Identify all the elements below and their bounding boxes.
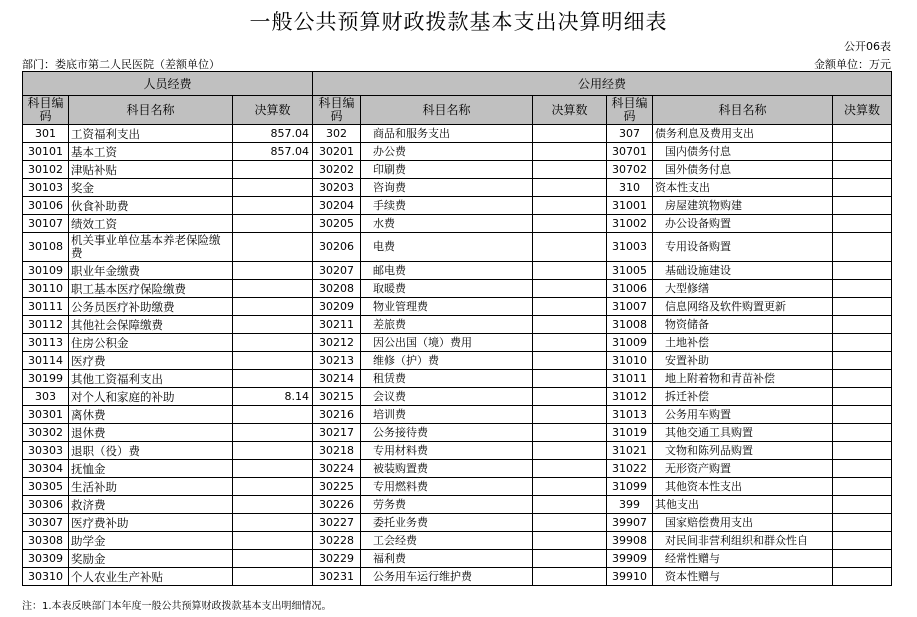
amount-cell bbox=[233, 179, 313, 197]
amount-cell bbox=[533, 370, 607, 388]
col-code-header: 科目编码 bbox=[313, 96, 361, 125]
name-cell: 物资储备 bbox=[653, 316, 833, 334]
name-cell: 住房公积金 bbox=[69, 334, 233, 352]
amount-cell bbox=[233, 197, 313, 215]
code-cell: 30106 bbox=[23, 197, 69, 215]
code-cell: 30301 bbox=[23, 406, 69, 424]
code-cell: 30225 bbox=[313, 478, 361, 496]
amount-cell bbox=[833, 280, 892, 298]
name-cell: 会议费 bbox=[361, 388, 533, 406]
code-cell: 30107 bbox=[23, 215, 69, 233]
code-cell: 30228 bbox=[313, 532, 361, 550]
name-cell: 物业管理费 bbox=[361, 298, 533, 316]
amount-cell bbox=[833, 262, 892, 280]
name-cell: 其他支出 bbox=[653, 496, 833, 514]
name-cell: 奖金 bbox=[69, 179, 233, 197]
code-cell: 30213 bbox=[313, 352, 361, 370]
table-row bbox=[23, 233, 892, 262]
code-cell: 30303 bbox=[23, 442, 69, 460]
name-cell: 国外债务付息 bbox=[653, 161, 833, 179]
name-cell: 大型修缮 bbox=[653, 280, 833, 298]
amount-cell bbox=[533, 298, 607, 316]
col-amount-header: 决算数 bbox=[533, 96, 607, 125]
amount-cell bbox=[833, 424, 892, 442]
amount-cell bbox=[533, 143, 607, 161]
amount-cell bbox=[233, 370, 313, 388]
amount-cell bbox=[233, 215, 313, 233]
name-cell: 国内债务付息 bbox=[653, 143, 833, 161]
table-body bbox=[23, 125, 892, 586]
col-amount-header: 决算数 bbox=[233, 96, 313, 125]
code-cell: 30224 bbox=[313, 460, 361, 478]
amount-cell: 8.14 bbox=[233, 388, 313, 406]
name-cell: 抚恤金 bbox=[69, 460, 233, 478]
name-cell: 工会经费 bbox=[361, 532, 533, 550]
name-cell: 职工基本医疗保险缴费 bbox=[69, 280, 233, 298]
amount-cell bbox=[533, 550, 607, 568]
code-cell: 30203 bbox=[313, 179, 361, 197]
group-public-header: 公用经费 bbox=[313, 72, 892, 96]
amount-cell bbox=[833, 334, 892, 352]
code-cell: 30227 bbox=[313, 514, 361, 532]
code-cell: 31013 bbox=[607, 406, 653, 424]
code-cell: 31011 bbox=[607, 370, 653, 388]
amount-cell bbox=[833, 316, 892, 334]
amount-cell bbox=[533, 334, 607, 352]
table-row bbox=[23, 514, 892, 532]
form-number: 公开06表 bbox=[844, 40, 891, 53]
name-cell: 手续费 bbox=[361, 197, 533, 215]
code-cell: 30702 bbox=[607, 161, 653, 179]
name-cell: 对个人和家庭的补助 bbox=[69, 388, 233, 406]
code-cell: 30102 bbox=[23, 161, 69, 179]
code-cell: 39909 bbox=[607, 550, 653, 568]
name-cell: 退休费 bbox=[69, 424, 233, 442]
code-cell: 31010 bbox=[607, 352, 653, 370]
name-cell: 救济费 bbox=[69, 496, 233, 514]
table-row bbox=[23, 478, 892, 496]
name-cell: 福利费 bbox=[361, 550, 533, 568]
code-cell: 30114 bbox=[23, 352, 69, 370]
name-cell: 信息网络及软件购置更新 bbox=[653, 298, 833, 316]
table-row bbox=[23, 280, 892, 298]
amount-cell bbox=[533, 352, 607, 370]
amount-cell bbox=[533, 514, 607, 532]
code-cell: 30304 bbox=[23, 460, 69, 478]
amount-unit-label: 金额单位：万元 bbox=[814, 58, 891, 71]
code-cell: 30202 bbox=[313, 161, 361, 179]
code-cell: 30229 bbox=[313, 550, 361, 568]
code-cell: 31012 bbox=[607, 388, 653, 406]
col-code-header: 科目编码 bbox=[607, 96, 653, 125]
page-title: 一般公共预算财政拨款基本支出决算明细表 bbox=[249, 10, 668, 34]
name-cell: 绩效工资 bbox=[69, 215, 233, 233]
table-row bbox=[23, 406, 892, 424]
name-cell: 房屋建筑物购建 bbox=[653, 197, 833, 215]
amount-cell bbox=[233, 514, 313, 532]
code-cell: 31099 bbox=[607, 478, 653, 496]
name-cell: 专用材料费 bbox=[361, 442, 533, 460]
code-cell: 31019 bbox=[607, 424, 653, 442]
name-cell: 专用设备购置 bbox=[653, 233, 833, 262]
table-row bbox=[23, 568, 892, 586]
name-cell: 安置补助 bbox=[653, 352, 833, 370]
amount-cell bbox=[833, 532, 892, 550]
code-cell: 30305 bbox=[23, 478, 69, 496]
amount-cell bbox=[833, 215, 892, 233]
amount-cell bbox=[533, 388, 607, 406]
table-row bbox=[23, 496, 892, 514]
amount-cell bbox=[833, 550, 892, 568]
code-cell: 30231 bbox=[313, 568, 361, 586]
code-cell: 31003 bbox=[607, 233, 653, 262]
amount-cell bbox=[833, 460, 892, 478]
name-cell: 伙食补助费 bbox=[69, 197, 233, 215]
table-row bbox=[23, 215, 892, 233]
amount-cell bbox=[833, 496, 892, 514]
code-cell: 31001 bbox=[607, 197, 653, 215]
code-cell: 30113 bbox=[23, 334, 69, 352]
code-cell: 30215 bbox=[313, 388, 361, 406]
column-header-row bbox=[23, 96, 892, 125]
code-cell: 30109 bbox=[23, 262, 69, 280]
name-cell: 生活补助 bbox=[69, 478, 233, 496]
name-cell: 资本性赠与 bbox=[653, 568, 833, 586]
amount-cell bbox=[233, 568, 313, 586]
name-cell: 办公费 bbox=[361, 143, 533, 161]
amount-cell bbox=[533, 424, 607, 442]
amount-cell bbox=[833, 388, 892, 406]
name-cell: 劳务费 bbox=[361, 496, 533, 514]
code-cell: 30310 bbox=[23, 568, 69, 586]
name-cell: 公务用车运行维护费 bbox=[361, 568, 533, 586]
col-name-header: 科目名称 bbox=[653, 96, 833, 125]
code-cell: 30204 bbox=[313, 197, 361, 215]
table-row bbox=[23, 370, 892, 388]
name-cell: 国家赔偿费用支出 bbox=[653, 514, 833, 532]
table-row bbox=[23, 316, 892, 334]
name-cell: 水费 bbox=[361, 215, 533, 233]
amount-cell bbox=[233, 262, 313, 280]
amount-cell bbox=[233, 406, 313, 424]
group-header-row bbox=[23, 72, 892, 96]
amount-cell bbox=[833, 143, 892, 161]
code-cell: 30309 bbox=[23, 550, 69, 568]
code-cell: 30302 bbox=[23, 424, 69, 442]
amount-cell bbox=[833, 406, 892, 424]
amount-cell bbox=[533, 478, 607, 496]
amount-cell bbox=[533, 496, 607, 514]
name-cell: 医疗费 bbox=[69, 352, 233, 370]
amount-cell bbox=[533, 280, 607, 298]
table-row bbox=[23, 352, 892, 370]
code-cell: 30205 bbox=[313, 215, 361, 233]
amount-cell bbox=[233, 478, 313, 496]
code-cell: 31009 bbox=[607, 334, 653, 352]
name-cell: 助学金 bbox=[69, 532, 233, 550]
name-cell: 债务利息及费用支出 bbox=[653, 125, 833, 143]
code-cell: 30101 bbox=[23, 143, 69, 161]
table-row bbox=[23, 197, 892, 215]
code-cell: 310 bbox=[607, 179, 653, 197]
amount-cell bbox=[833, 233, 892, 262]
name-cell: 个人农业生产补贴 bbox=[69, 568, 233, 586]
code-cell: 30103 bbox=[23, 179, 69, 197]
name-cell: 办公设备购置 bbox=[653, 215, 833, 233]
name-cell: 其他工资福利支出 bbox=[69, 370, 233, 388]
name-cell: 土地补偿 bbox=[653, 334, 833, 352]
expenditure-table bbox=[22, 71, 892, 586]
table-row bbox=[23, 424, 892, 442]
expenditure-table-container bbox=[22, 71, 891, 586]
code-cell: 30306 bbox=[23, 496, 69, 514]
code-cell: 30214 bbox=[313, 370, 361, 388]
code-cell: 39910 bbox=[607, 568, 653, 586]
code-cell: 30199 bbox=[23, 370, 69, 388]
amount-cell bbox=[233, 550, 313, 568]
amount-cell bbox=[233, 424, 313, 442]
name-cell: 公务用车购置 bbox=[653, 406, 833, 424]
code-cell: 30308 bbox=[23, 532, 69, 550]
name-cell: 机关事业单位基本养老保险缴费 bbox=[69, 233, 233, 262]
amount-cell bbox=[233, 334, 313, 352]
code-cell: 39907 bbox=[607, 514, 653, 532]
amount-cell bbox=[533, 460, 607, 478]
name-cell: 商品和服务支出 bbox=[361, 125, 533, 143]
table-row bbox=[23, 161, 892, 179]
name-cell: 其他交通工具购置 bbox=[653, 424, 833, 442]
amount-cell bbox=[833, 442, 892, 460]
amount-cell bbox=[533, 442, 607, 460]
name-cell: 医疗费补助 bbox=[69, 514, 233, 532]
name-cell: 差旅费 bbox=[361, 316, 533, 334]
amount-cell bbox=[233, 352, 313, 370]
table-row bbox=[23, 125, 892, 143]
name-cell: 印刷费 bbox=[361, 161, 533, 179]
name-cell: 奖励金 bbox=[69, 550, 233, 568]
amount-cell: 857.04 bbox=[233, 125, 313, 143]
amount-cell bbox=[533, 262, 607, 280]
name-cell: 职业年金缴费 bbox=[69, 262, 233, 280]
code-cell: 30209 bbox=[313, 298, 361, 316]
amount-cell bbox=[533, 179, 607, 197]
amount-cell bbox=[833, 352, 892, 370]
department-label: 部门：娄底市第二人民医院（差额单位） bbox=[22, 58, 220, 71]
code-cell: 30217 bbox=[313, 424, 361, 442]
name-cell: 公务员医疗补助缴费 bbox=[69, 298, 233, 316]
table-row bbox=[23, 262, 892, 280]
amount-cell bbox=[233, 280, 313, 298]
amount-cell bbox=[233, 532, 313, 550]
amount-cell bbox=[233, 316, 313, 334]
group-personnel-header: 人员经费 bbox=[23, 72, 313, 96]
col-name-header: 科目名称 bbox=[69, 96, 233, 125]
col-amount-header: 决算数 bbox=[833, 96, 892, 125]
name-cell: 无形资产购置 bbox=[653, 460, 833, 478]
code-cell: 30112 bbox=[23, 316, 69, 334]
amount-cell bbox=[533, 197, 607, 215]
amount-cell bbox=[833, 370, 892, 388]
code-cell: 30211 bbox=[313, 316, 361, 334]
code-cell: 30212 bbox=[313, 334, 361, 352]
code-cell: 31021 bbox=[607, 442, 653, 460]
name-cell: 津贴补贴 bbox=[69, 161, 233, 179]
amount-cell bbox=[533, 568, 607, 586]
table-row bbox=[23, 442, 892, 460]
code-cell: 31007 bbox=[607, 298, 653, 316]
name-cell: 委托业务费 bbox=[361, 514, 533, 532]
name-cell: 邮电费 bbox=[361, 262, 533, 280]
amount-cell bbox=[233, 442, 313, 460]
amount-cell bbox=[233, 233, 313, 262]
code-cell: 31006 bbox=[607, 280, 653, 298]
name-cell: 退职（役）费 bbox=[69, 442, 233, 460]
code-cell: 302 bbox=[313, 125, 361, 143]
name-cell: 被装购置费 bbox=[361, 460, 533, 478]
amount-cell bbox=[833, 514, 892, 532]
table-row bbox=[23, 460, 892, 478]
name-cell: 其他资本性支出 bbox=[653, 478, 833, 496]
code-cell: 30111 bbox=[23, 298, 69, 316]
table-row bbox=[23, 143, 892, 161]
code-cell: 399 bbox=[607, 496, 653, 514]
code-cell: 30701 bbox=[607, 143, 653, 161]
table-row bbox=[23, 550, 892, 568]
amount-cell bbox=[833, 298, 892, 316]
name-cell: 专用燃料费 bbox=[361, 478, 533, 496]
amount-cell bbox=[533, 316, 607, 334]
amount-cell bbox=[833, 179, 892, 197]
name-cell: 公务接待费 bbox=[361, 424, 533, 442]
name-cell: 基础设施建设 bbox=[653, 262, 833, 280]
table-row bbox=[23, 532, 892, 550]
code-cell: 30226 bbox=[313, 496, 361, 514]
code-cell: 30216 bbox=[313, 406, 361, 424]
code-cell: 31002 bbox=[607, 215, 653, 233]
name-cell: 资本性支出 bbox=[653, 179, 833, 197]
name-cell: 维修（护）费 bbox=[361, 352, 533, 370]
name-cell: 其他社会保障缴费 bbox=[69, 316, 233, 334]
amount-cell bbox=[233, 460, 313, 478]
amount-cell bbox=[233, 161, 313, 179]
name-cell: 取暖费 bbox=[361, 280, 533, 298]
table-row bbox=[23, 179, 892, 197]
amount-cell bbox=[533, 406, 607, 424]
code-cell: 31005 bbox=[607, 262, 653, 280]
amount-cell: 857.04 bbox=[233, 143, 313, 161]
amount-cell bbox=[833, 125, 892, 143]
code-cell: 30110 bbox=[23, 280, 69, 298]
amount-cell bbox=[533, 532, 607, 550]
code-cell: 30201 bbox=[313, 143, 361, 161]
name-cell: 文物和陈列品购置 bbox=[653, 442, 833, 460]
code-cell: 307 bbox=[607, 125, 653, 143]
code-cell: 30108 bbox=[23, 233, 69, 262]
code-cell: 301 bbox=[23, 125, 69, 143]
name-cell: 对民间非营利组织和群众性自 bbox=[653, 532, 833, 550]
amount-cell bbox=[533, 233, 607, 262]
amount-cell bbox=[533, 161, 607, 179]
amount-cell bbox=[833, 161, 892, 179]
name-cell: 经常性赠与 bbox=[653, 550, 833, 568]
amount-cell bbox=[833, 197, 892, 215]
name-cell: 离休费 bbox=[69, 406, 233, 424]
code-cell: 30207 bbox=[313, 262, 361, 280]
footnote: 注：1.本表反映部门本年度一般公共预算财政拨款基本支出明细情况。 bbox=[22, 601, 332, 612]
amount-cell bbox=[833, 478, 892, 496]
code-cell: 30208 bbox=[313, 280, 361, 298]
amount-cell bbox=[233, 496, 313, 514]
name-cell: 拆迁补偿 bbox=[653, 388, 833, 406]
name-cell: 培训费 bbox=[361, 406, 533, 424]
code-cell: 30218 bbox=[313, 442, 361, 460]
amount-cell bbox=[533, 125, 607, 143]
amount-cell bbox=[833, 568, 892, 586]
name-cell: 租赁费 bbox=[361, 370, 533, 388]
code-cell: 31008 bbox=[607, 316, 653, 334]
code-cell: 303 bbox=[23, 388, 69, 406]
col-code-header: 科目编码 bbox=[23, 96, 69, 125]
name-cell: 地上附着物和青苗补偿 bbox=[653, 370, 833, 388]
amount-cell bbox=[233, 298, 313, 316]
name-cell: 基本工资 bbox=[69, 143, 233, 161]
table-row bbox=[23, 298, 892, 316]
name-cell: 因公出国（境）费用 bbox=[361, 334, 533, 352]
table-row bbox=[23, 334, 892, 352]
table-row bbox=[23, 388, 892, 406]
name-cell: 工资福利支出 bbox=[69, 125, 233, 143]
name-cell: 咨询费 bbox=[361, 179, 533, 197]
code-cell: 30307 bbox=[23, 514, 69, 532]
code-cell: 30206 bbox=[313, 233, 361, 262]
name-cell: 电费 bbox=[361, 233, 533, 262]
amount-cell bbox=[533, 215, 607, 233]
col-name-header: 科目名称 bbox=[361, 96, 533, 125]
code-cell: 39908 bbox=[607, 532, 653, 550]
code-cell: 31022 bbox=[607, 460, 653, 478]
